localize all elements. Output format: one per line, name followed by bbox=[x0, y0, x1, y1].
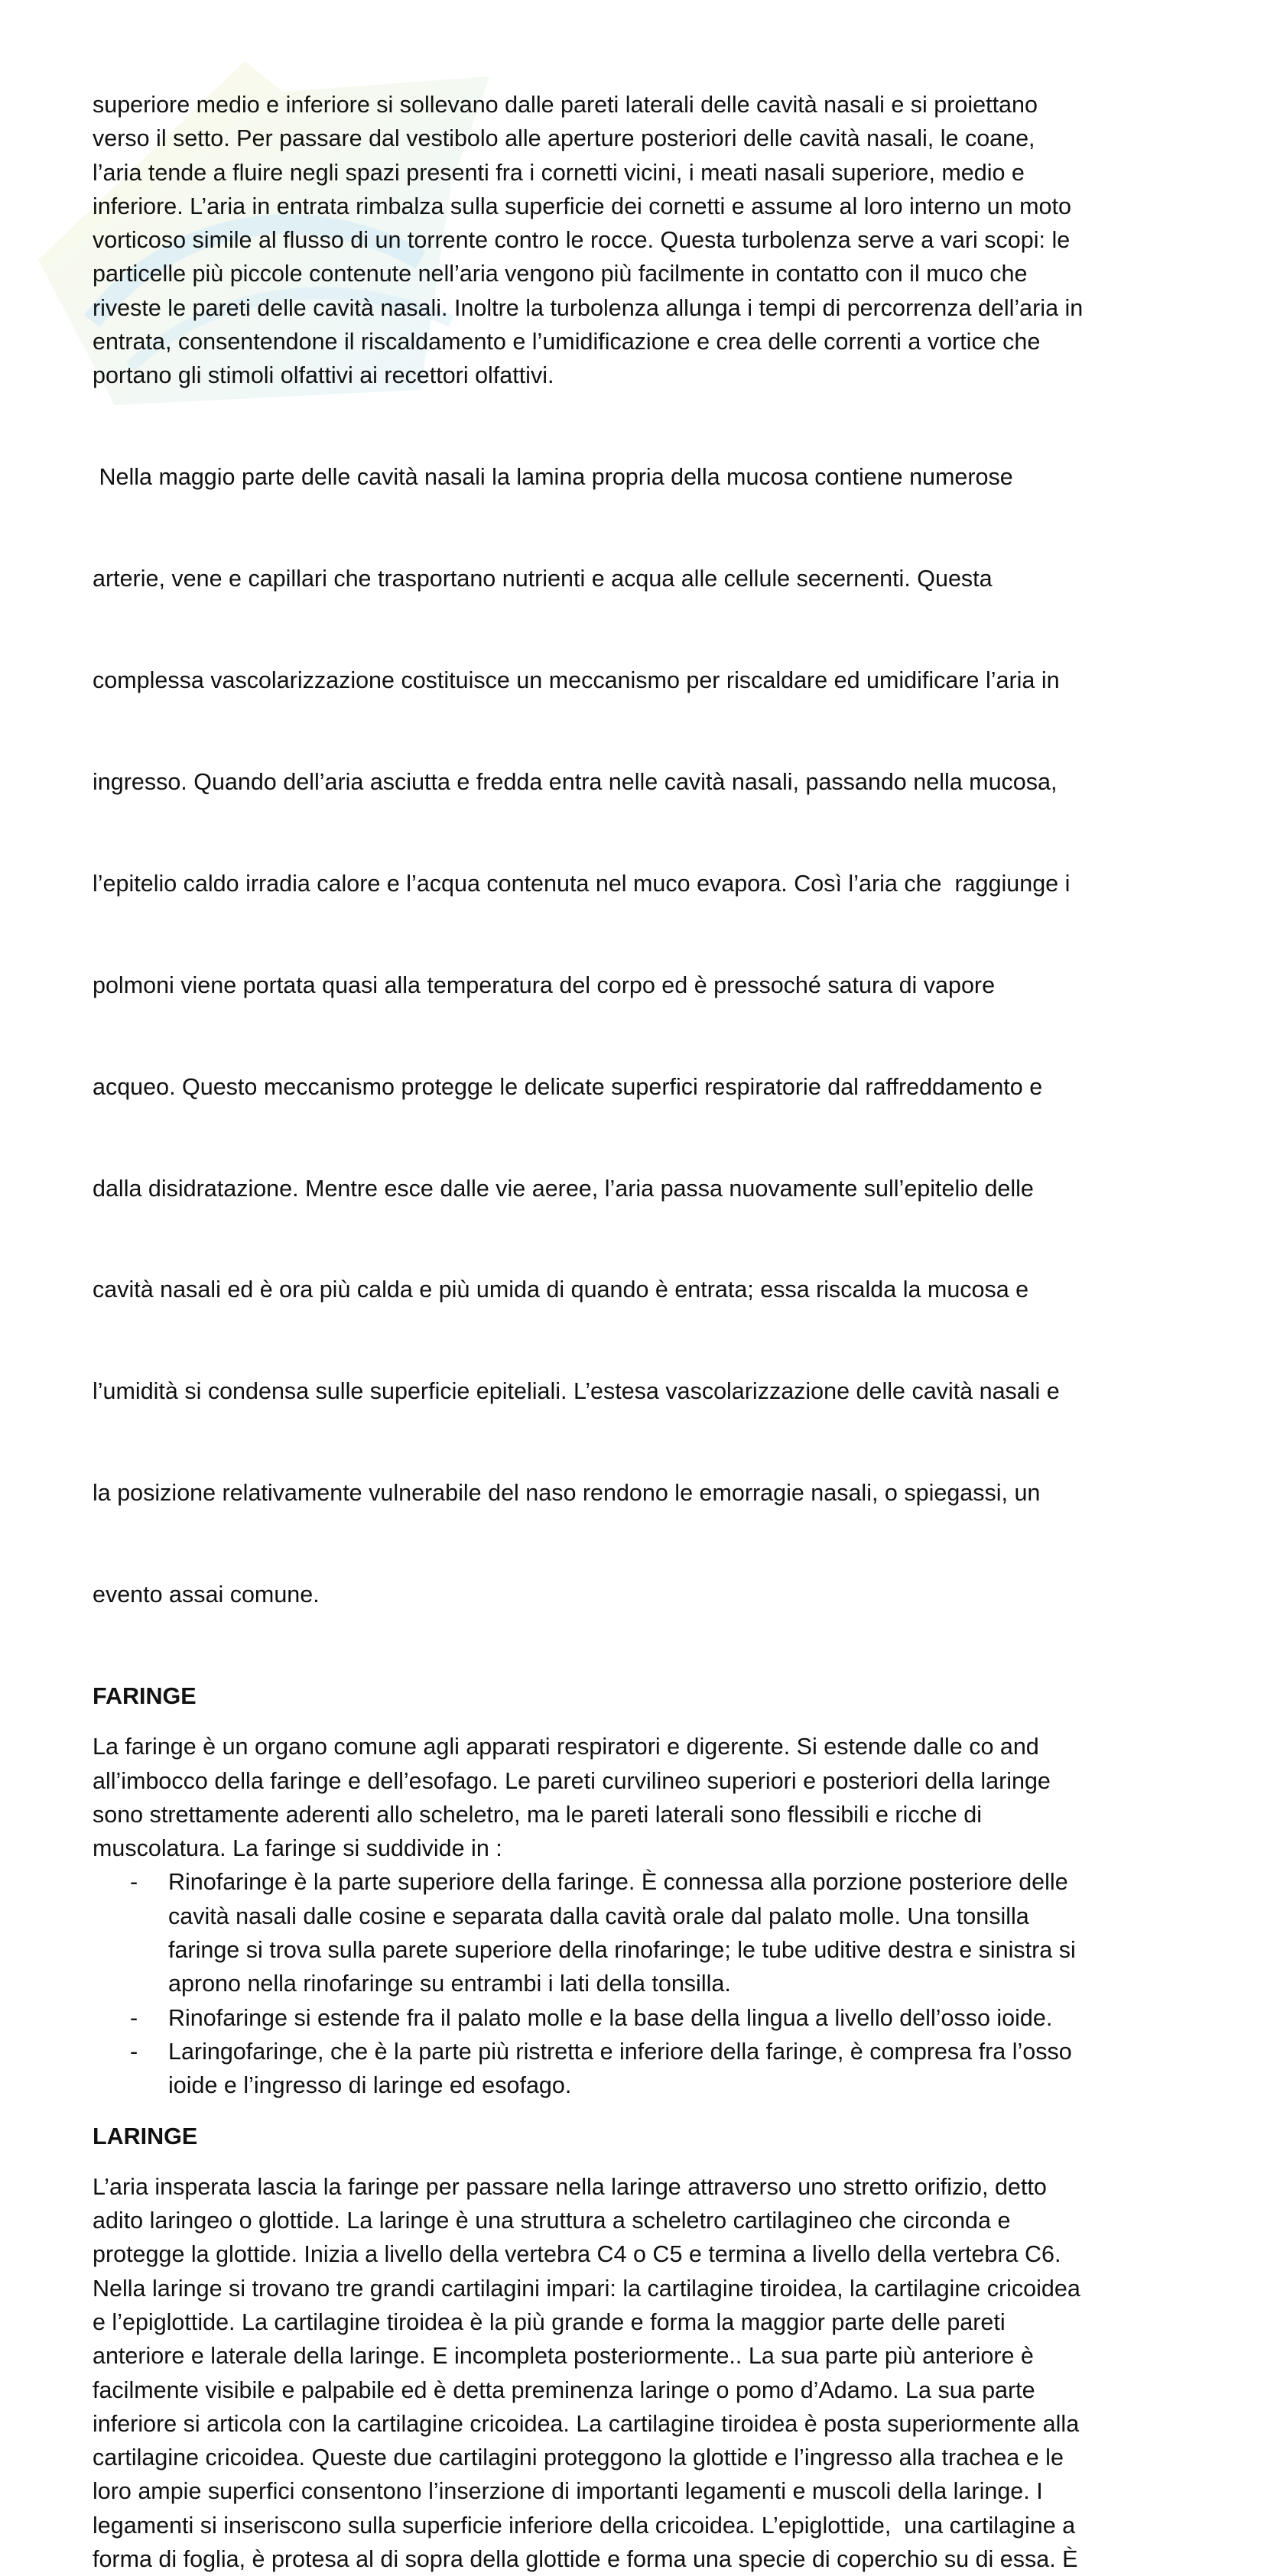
text-line: l’aria tende a fluire negli spazi presenti fra i cornetti vicini, i meati nasali superiore, medio e bbox=[93, 159, 1025, 186]
text-line: cartilagine cricoidea. Queste due cartilagini proteggono la glottide e l’ingresso alla trachea e le bbox=[93, 2445, 1064, 2471]
heading-faringe: FARINGE bbox=[93, 1682, 197, 1709]
text-line: cavità nasali dalle cosine e separata dalla cavità orale dal palato molle. Una tonsilla bbox=[168, 1903, 1029, 1929]
paragraph-cavita-nasali-1 bbox=[93, 88, 1186, 393]
text-line: all’imbocco della faringe e dell’esofago. Le pareti curvilineo superiori e posteriori della laringe bbox=[93, 1767, 1051, 1794]
text-line: polmoni viene portata quasi alla temperatura del corpo ed è pressoché satura di vapore bbox=[93, 972, 996, 998]
text-line: Laringofaringe, che è la parte più ristretta e inferiore della faringe, è compresa fra l’osso bbox=[168, 2038, 1072, 2065]
text-line: faringe si trova sulla parete superiore della rinofaringe; le tube uditive destra e sinistra si bbox=[168, 1937, 1076, 1964]
list-bullet: - bbox=[130, 2004, 138, 2031]
heading-laringe: LARINGE bbox=[93, 2123, 198, 2149]
text-line: vorticoso simile al flusso di un torrente contro le rocce. Questa turbolenza serve a vari scopi: le bbox=[93, 227, 1071, 254]
text-line: arterie, vene e capillari che trasportano nutrienti e acqua alle cellule secernenti. Questa bbox=[93, 566, 993, 592]
document-body bbox=[93, 88, 1186, 2576]
paragraph-faringe-intro bbox=[93, 1730, 1186, 1865]
text-line: acqueo. Questo meccanismo protegge le delicate superfici respiratorie dal raffreddamento e bbox=[93, 1073, 1043, 1100]
text-line: superiore medio e inferiore si sollevano dalle pareti laterali delle cavità nasali e si proiettano bbox=[93, 92, 1038, 118]
text-line: particelle più piccole contenute nell’aria vengono più facilmente in contatto con il muco che bbox=[93, 261, 1028, 287]
list-bullet: - bbox=[130, 1869, 138, 1896]
text-line: l’epitelio caldo irradia calore e l’acqua contenuta nel muco evapora. Così l’aria che raggiunge i bbox=[93, 870, 1071, 897]
text-line: protegge la glottide. Inizia a livello della vertebra C4 o C5 e termina a livello della vertebra C6. bbox=[93, 2241, 1061, 2268]
text-line: Nella laringe si trovano tre grandi cartilagini impari: la cartilagine tiroidea, la cartilagine cricoidea bbox=[93, 2275, 1080, 2302]
text-line: inferiore si articola con la cartilagine cricoidea. La cartilagine tiroidea è posta superiormente alla bbox=[93, 2410, 1080, 2437]
text-line: forma di foglia, è protesa al di sopra della glottide e forma una specie di coperchio su di essa. È bbox=[93, 2546, 1078, 2573]
text-line: legamenti si inseriscono sulla superficie inferiore della cricoidea. L’epiglottide, una cartilagine a bbox=[93, 2512, 1076, 2539]
text-line: Rinofaringe si estende fra il palato molle e la base della lingua a livello dell’osso ioide. bbox=[168, 2004, 1053, 2031]
paragraph-laringe bbox=[93, 2170, 1186, 2576]
text-line: dalla disidratazione. Mentre esce dalle vie aeree, l’aria passa nuovamente sull’epitelio delle bbox=[93, 1175, 1034, 1202]
text-line: muscolatura. La faringe si suddivide in : bbox=[93, 1835, 502, 1862]
text-line: ingresso. Quando dell’aria asciutta e fredda entra nelle cavità nasali, passando nella mucosa, bbox=[93, 768, 1058, 795]
faringe-list bbox=[93, 1865, 1186, 2102]
text-line: ioide e l’ingresso di laringe ed esofago. bbox=[168, 2072, 572, 2099]
text-line: loro ampie superfici consentono l’inserzione di importanti legamenti e muscoli della laringe. I bbox=[93, 2478, 1043, 2505]
text-line: La faringe è un organo comune agli apparati respiratori e digerente. Si estende dalle co and bbox=[93, 1734, 1039, 1760]
list-item bbox=[93, 2035, 1186, 2103]
text-line: L’aria insperata lascia la faringe per passare nella laringe attraverso uno stretto orifizio, detto bbox=[93, 2173, 1047, 2200]
text-line: facilmente visibile e palpabile ed è detta preminenza laringe o pomo d’Adamo. La sua parte bbox=[93, 2376, 1035, 2403]
text-line: anteriore e laterale della laringe. E incompleta posteriormente.. La sua parte più anteriore è bbox=[93, 2343, 1034, 2370]
text-line: la posizione relativamente vulnerabile del naso rendono le emorragie nasali, o spiegassi, un bbox=[93, 1480, 1041, 1507]
list-item bbox=[93, 2001, 1186, 2035]
text-line: aprono nella rinofaringe su entrambi i lati della tonsilla. bbox=[168, 1971, 731, 1997]
text-line: riveste le pareti delle cavità nasali. Inoltre la turbolenza allunga i tempi di percorrenza dell’aria in bbox=[93, 294, 1084, 321]
list-item bbox=[93, 1865, 1186, 2000]
list-bullet: - bbox=[130, 2038, 138, 2065]
text-line: inferiore. L’aria in entrata rimbalza sulla superficie dei cornetti e assume al loro interno un moto bbox=[93, 193, 1071, 219]
text-line: e l’epiglottide. La cartilagine tiroidea è la più grande e forma la maggior parte delle pareti bbox=[93, 2309, 1006, 2335]
paragraph-cavita-nasali-2 bbox=[93, 393, 1186, 1679]
text-line: entrata, consentendone il riscaldamento e l’umidificazione e crea delle correnti a vortice che bbox=[93, 329, 1041, 355]
text-line: complessa vascolarizzazione costituisce un meccanismo per riscaldare ed umidificare l’aria in bbox=[93, 667, 1060, 694]
text-line: sono strettamente aderenti allo scheletro, ma le pareti laterali sono flessibili e ricche di bbox=[93, 1801, 982, 1828]
text-line: Nella maggio parte delle cavità nasali la lamina propria della mucosa contiene numerose bbox=[93, 464, 1013, 491]
text-line: l’umidità si condensa sulle superficie epiteliali. L’estesa vascolarizzazione delle cavità nasali e bbox=[93, 1378, 1060, 1405]
text-line: cavità nasali ed è ora più calda e più umida di quando è entrata; essa riscalda la mucosa e bbox=[93, 1277, 1029, 1303]
text-line: verso il setto. Per passare dal vestibolo alle aperture posteriori delle cavità nasali, le coane, bbox=[93, 125, 1035, 152]
text-line: portano gli stimoli olfattivi ai recettori olfattivi. bbox=[93, 362, 554, 389]
text-line: evento assai comune. bbox=[93, 1582, 320, 1608]
text-line: adito laringeo o glottide. La laringe è una struttura a scheletro cartilagineo che circonda e bbox=[93, 2208, 1011, 2234]
text-line: Rinofaringe è la parte superiore della faringe. È connessa alla porzione posteriore delle bbox=[168, 1869, 1068, 1896]
